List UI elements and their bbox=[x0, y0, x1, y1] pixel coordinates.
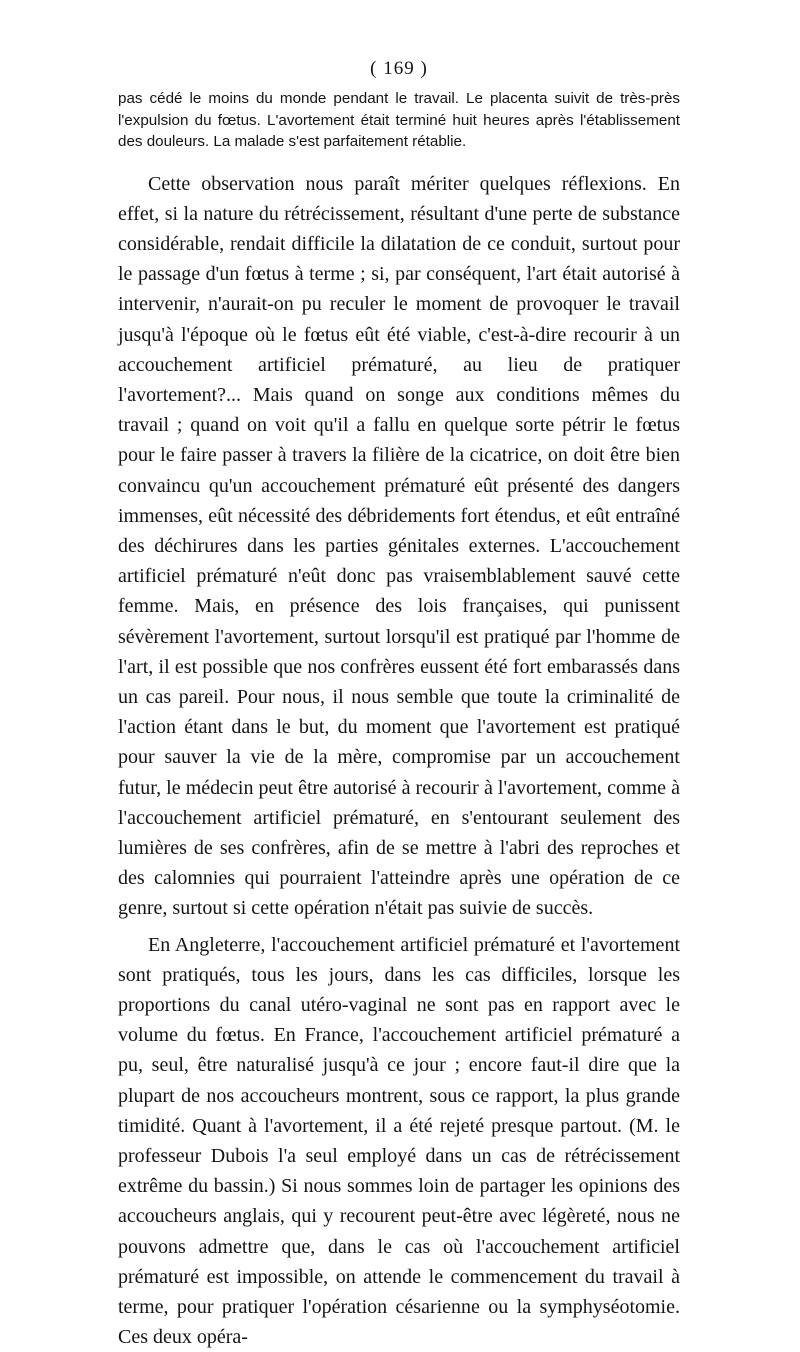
body-paragraph-england-france: En Angleterre, l'accouchement artificiel prématuré et l'avortement sont pratiqués, tous les jours, dans les cas difficiles, lorsque les proportions du canal utéro-vaginal ne sont pas en rapport avec le volume du fœtus. En France, l'accouchement artificiel prématuré a pu, seul, être naturalisé jusqu'à ce jour ; encore faut-il dire que la plupart de nos accoucheurs montrent, sous ce rapport, la plus grande timidité. Quant à l'avortement, il a été rejeté presque partout. (M. le professeur Dubois l'a seul employé dans un cas de rétrécissement extrême du bassin.) Si nous sommes loin de partager les opinions des accoucheurs anglais, qui y recourent peut-être avec légèreté, nous ne pouvons admettre que, dans le cas où l'accouchement artificiel prématuré est impossible, on attende le commencement du travail à terme, pour pratiquer l'opération césarienne ou la symphyséotomie. Ces deux opéra- bbox=[118, 933, 680, 1349]
page-number: ( 169 ) bbox=[370, 58, 428, 79]
book-page bbox=[118, 58, 680, 1352]
body-paragraph-reflections: Cette observation nous paraît mériter quelques réflexions. En effet, si la nature du rétrécissement, résultant d'une perte de substance considérable, rendait difficile la dilatation de ce conduit, surtout pour le passage d'un fœtus à terme ; si, par conséquent, l'art était autorisé à intervenir, n'aurait-on pu reculer le moment de provoquer le travail jusqu'à l'époque où le fœtus eût été viable, c'est-à-dire recourir à un accouchement artificiel prématuré, au lieu de pratiquer l'avortement?... Mais quand on songe aux conditions mêmes du travail ; quand on voit qu'il a fallu en quelque sorte pétrir le fœtus pour le faire passer à travers la filière de la cicatrice, on doit être bien convaincu qu'un accouchement prématuré eût présenté des dangers immenses, eût nécessité des débridements fort étendus, et eût entraîné des déchirures dans les parties génitales externes. L'accouchement artificiel prématuré n'eût donc pas vraisemblablement sauvé cette femme. Mais, en présence des lois françaises, qui punissent sévèrement l'avortement, surtout lorsqu'il est pratiqué par l'homme de l'art, il est possible que nos confrères eussent été fort embarassés dans un cas pareil. Pour nous, il nous semble que toute la criminalité de l'action étant dans le but, du moment que l'avortement est pratiqué pour sauver la vie de la mère, compromise par un accouchement futur, le médecin peut être autorisé à recourir à l'avortement, comme à l'accouchement artificiel prématuré, en s'entourant seulement des lumières de ses confrères, afin de se mettre à l'abri des reproches et des calomnies qui pourraient l'atteindre après une opération de ce genre, surtout si cette opération n'était pas suivie de succès. bbox=[118, 172, 680, 920]
case-conclusion-paragraph: pas cédé le moins du monde pendant le travail. Le placenta suivit de très-près l'expulsion du fœtus. L'avortement était terminé huit heures après l'établissement des douleurs. La malade s'est parfaitement rétablie. bbox=[118, 90, 680, 150]
